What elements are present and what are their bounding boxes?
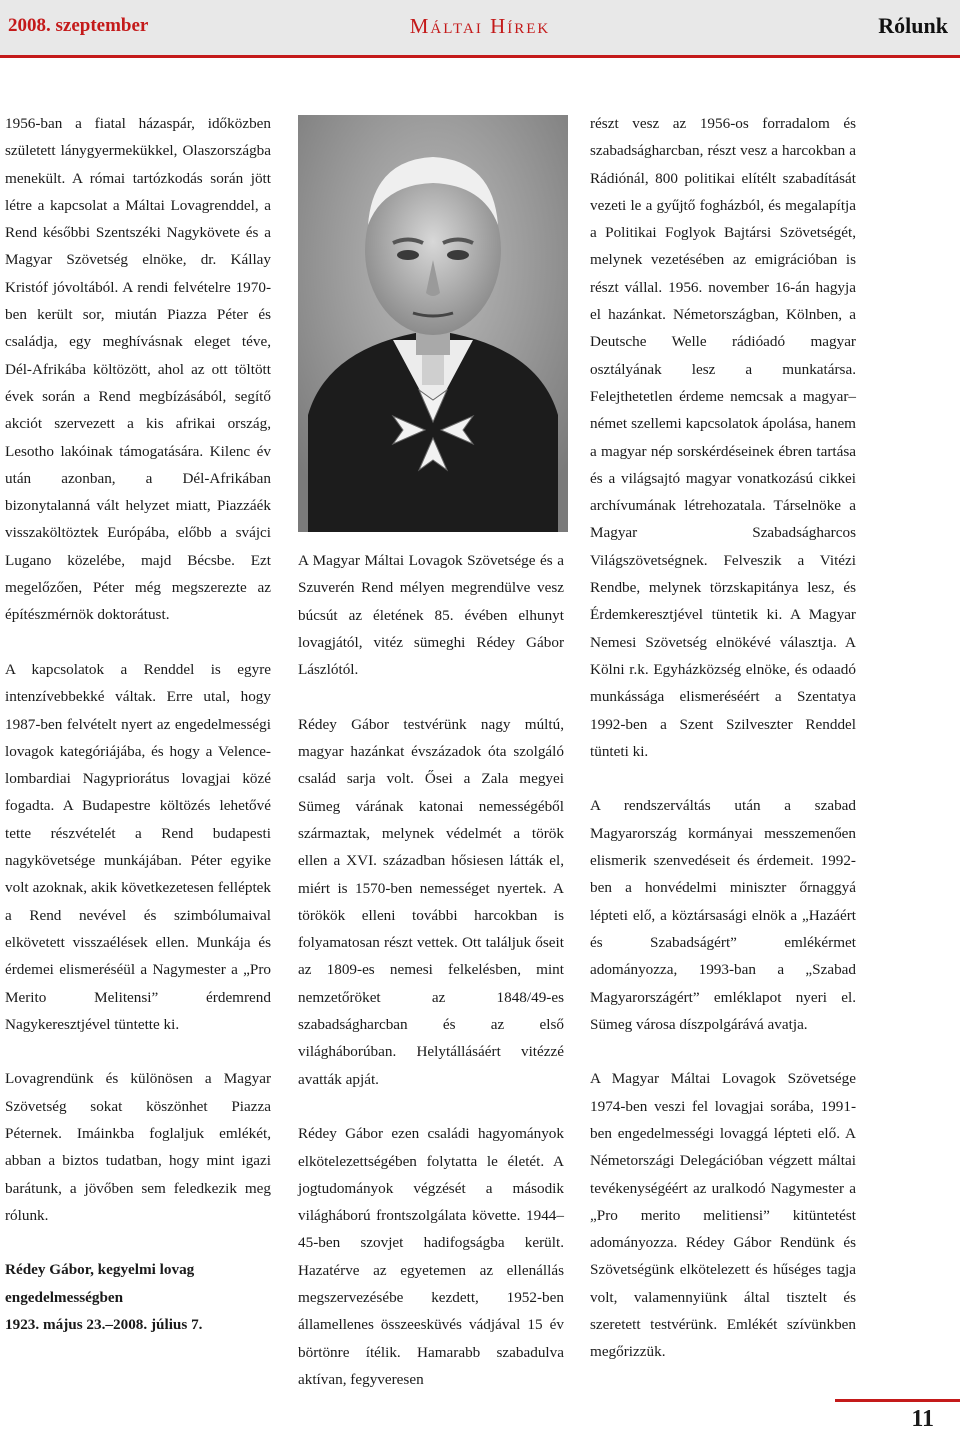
section-title: Rólunk xyxy=(878,13,948,38)
obituary-name: Rédey Gábor, kegyelmi lovag engedelmességben xyxy=(5,1261,195,1306)
header-divider xyxy=(0,55,960,58)
photo-caption: A Magyar Máltai Lovagok Szövetsége és a Szuverén Rend mélyen megrendülve vesz búcsút az életének 85. évében elhunyt lovagjától, vitéz sümeghi Rédey Gábor Lászlótól. xyxy=(298,552,564,679)
publication-title: Máltai Hírek xyxy=(409,14,551,38)
paragraph: Lovagrendünk és különösen a Magyar Szövetség sokat köszönhet Piazza Péternek. Imáinkba foglaljuk emlékét, abban a biztos tudatban, hogy mint igazi barátunk, a jövőben sem feledkezik meg rólunk. xyxy=(5,1070,271,1224)
page-header xyxy=(0,0,960,55)
column-left xyxy=(5,110,271,1338)
paragraph: A Magyar Máltai Lovagok Szövetsége 1974-ben veszi fel lovagjai sorába, 1991-ben engedelmességi lovaggá lépteti elő. A Németországi Delegációban végzett máltai tevékenységéért az uralkodó Nagymester a „Pro merito melitiensi” kitüntetést adományozza. Rédey Gábor Rendünk és Szövetségünk elkötelezett és hűséges tagja volt, valamennyiünk által tisztelt és szeretett testvérünk. Emlékét szívünkben megőrizzük. xyxy=(590,1070,856,1361)
paragraph: A kapcsolatok a Renddel is egyre intenzívebbekké váltak. Erre utal, hogy 1987-ben felvételt nyert az engedelmességi lovagok kategóriájába, és hogy a Velence-lombardiai Nagypriorátus lovagjai közé fogadta. A Budapestre költözés lehetővé tette részvételét a Rend budapesti nagykövetsége munkájában. Péter egyike volt azoknak, akik következetesen felléptek a Rend nevével és szimbólumaival elkövetett visszaélések ellen. Munkája és érdemei elismeréséül a Nagymester a „Pro Merito Melitensi” érdemrend Nagykeresztjével tüntette ki. xyxy=(5,660,271,1033)
footer-divider xyxy=(835,1399,960,1402)
issue-date: 2008. szeptember xyxy=(8,15,149,36)
paragraph: A rendszerváltás után a szabad Magyarország kormányai messzemenően elismerik szenvedéseit és érdemeit. 1992-ben a honvédelmi miniszter őrnaggyá lépteti elő, a köztársasági elnök a „Hazáért és Szabadságért” emlékérmet adományozza, 1993-ban a „Szabad Magyarországért” emléklapot nyeri el. Sümeg városa díszpolgárává avatja. xyxy=(590,797,856,1033)
column-middle xyxy=(298,547,564,1393)
obituary-heading xyxy=(5,1256,271,1338)
portrait-image xyxy=(298,115,568,532)
portrait-photo xyxy=(298,115,568,532)
page-number: 11 xyxy=(911,1406,934,1432)
obituary-dates: 1923. május 23.–2008. július 7. xyxy=(5,1316,203,1334)
paragraph: Rédey Gábor ezen családi hagyományok elkötelezettségében folytatta le életét. A jogtudományok végzését a második világháború frontszolgálata követte. 1944–45-ben szovjet hadifogságba került. Hazatérve az egyetemen az ellenállás megszervezésébe kezdett, 1952-ben államellenes összeesküvés vádjával 15 év börtönre ítélik. Hamarabb szabadulva aktívan, fegyveresen xyxy=(298,1125,564,1388)
column-right xyxy=(590,110,856,1366)
paragraph: Rédey Gábor testvérünk nagy múltú, magyar hazánkat évszázadok óta szolgáló család sarja volt. Ősei a Zala megyei Sümeg várának katonai nemességéből származtak, melynek védelmét a török ellen a XVI. században hősiesen látták el, miért is 1570-ben nemességet nyertek. A törökök elleni további harcokban is folyamatosan részt vettek. Ott találjuk őseit az 1809-es nemesi felkelésben, mint nemzetőröket az 1848/49-es szabadságharcban és az első világháborúban. Helytállásáért vitézzé avatták apját. xyxy=(298,715,564,1088)
paragraph: részt vesz az 1956-os forradalom és szabadságharcban, részt vesz a harcokban a Rádiónál, 800 politikai elítélt szabadítását vezeti le a gyűjtő fogházból, és megalapítja a Politikai Foglyok Bajtársi Szövetségét, melynek vezetésében az emigrációban is részt vállal. 1956. november 16-án hagyja el hazánkat. Németországban, Kölnben, a Deutsche Welle rádióadó magyar osztályának lesz a munkatársa. Felejthetetlen érdeme nemcsak a magyar–német szellemi kapcsolatok ápolása, hanem a magyar nép sorskérdéseinek ébren tartása és a világsajtó magyar vonatkozású cikkei archívumának létrehozatala. Társelnöke a Magyar Szabadságharcos Világszövetségnek. Felveszik a Vitézi Rendbe, melynek törzskapitánya lesz, és Érdemkeresztjével tüntetik ki. A Magyar Nemesi Szövetség elnökévé választja. A Kölni r.k. Egyházközség elnöke, és odaadó munkássága elismeréséért a Szentatya 1992-ben a Szent Szilveszter Renddel tünteti ki. xyxy=(590,115,856,760)
paragraph: 1956-ban a fiatal házaspár, időközben született lánygyermekükkel, Olaszországba menekült. A római tartózkodás során jött létre a kapcsolat a Máltai Lovagrenddel, a Rend későbbi Szentszéki Nagykövete és a Magyar Szövetség elnöke, dr. Kállay Kristóf jóvoltából. A rendi felvételre 1970-ben került sor, miután Piazza Péter és családja, egy meghívásnak eleget téve, Dél-Afrikába költözött, ahol az ott töltött évek során a Rend megbízásából, segítő akciót szervezett a kis afrikai ország, Lesotho lakóinak támogatására. Kilenc év után azonban, a Dél-Afrikában bizonytalanná vált helyzet miatt, Piazzáék visszaköltöztek Európába, előbb a svájci Lugano közelébe, majd Bécsbe. Ezt megelőzően, Péter még megszerezte az építészmérnök doktorátust. xyxy=(5,115,271,624)
